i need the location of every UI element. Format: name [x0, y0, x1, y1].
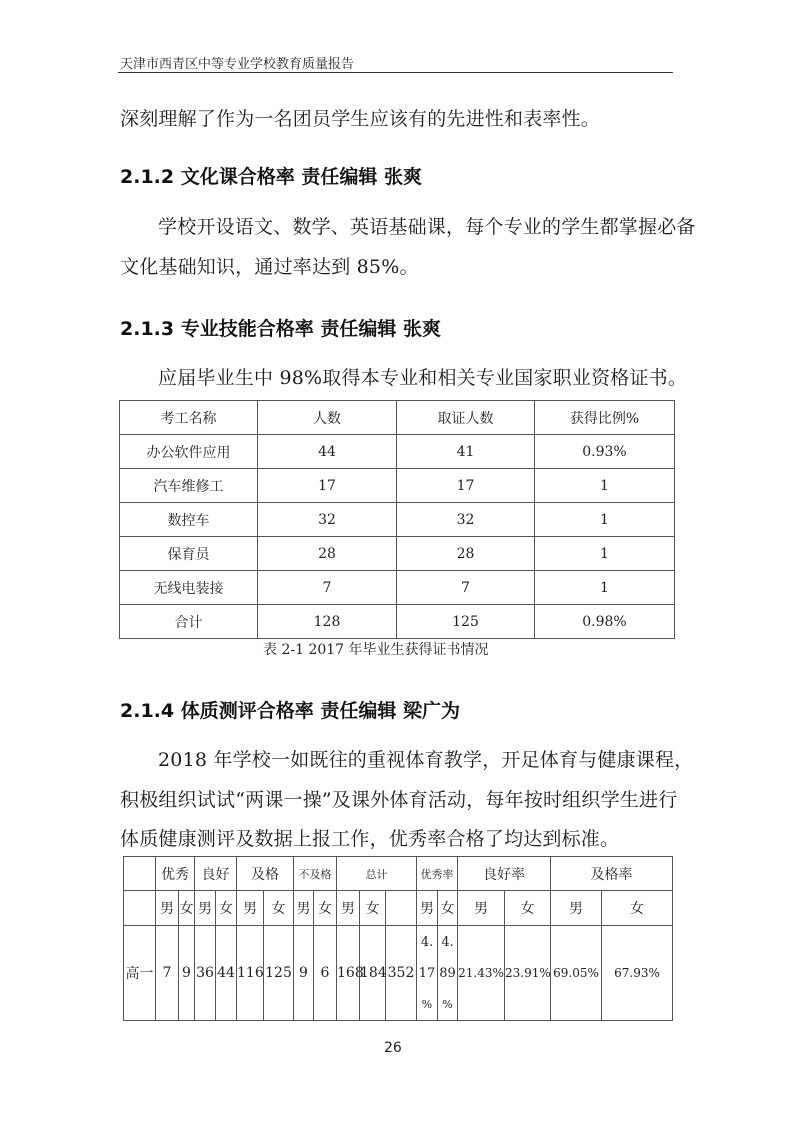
- table-row: [120, 571, 675, 605]
- empty-cell: [386, 891, 417, 926]
- cell: 数控车: [120, 503, 258, 537]
- row-label: 高一: [124, 926, 156, 1021]
- cell: 1: [535, 503, 675, 537]
- cell: 办公软件应用: [120, 435, 258, 469]
- table-total-row: [120, 605, 675, 639]
- cell: 44: [216, 926, 237, 1021]
- group-header: 良好: [195, 857, 237, 891]
- fitness-table: [123, 856, 673, 1021]
- group-header: 优秀率: [417, 857, 458, 891]
- group-header: 总计: [337, 857, 417, 891]
- rate-part: 4.: [420, 934, 434, 950]
- cell: 128: [258, 605, 397, 639]
- intro-line: 深刻理解了作为一名团员学生应该有的先进性和表率性。: [120, 108, 601, 130]
- table-row: [120, 503, 675, 537]
- paragraph-2-1-2-line2: 文化基础知识，通过率达到 85%。: [120, 256, 419, 278]
- cell: 保育员: [120, 537, 258, 571]
- cell: 6: [314, 926, 337, 1021]
- cell: 17: [397, 469, 535, 503]
- cell: 184: [360, 926, 386, 1021]
- heading-2-1-4: 2.1.4 体质测评合格率 责任编辑 梁广为: [120, 700, 460, 722]
- female-header: 女: [602, 891, 673, 926]
- corner-cell: [124, 857, 156, 891]
- cell: 17: [258, 469, 397, 503]
- cell: 125: [264, 926, 294, 1021]
- group-header: 良好率: [458, 857, 551, 891]
- male-header: 男: [551, 891, 602, 926]
- cell: 9: [179, 926, 195, 1021]
- header-cell: 考工名称: [120, 401, 258, 435]
- pass-rate-male: 69.05%: [551, 926, 602, 1021]
- gender-header-row: [124, 891, 673, 926]
- paragraph-2-1-4-line3: 体质健康测评及数据上报工作，优秀率合格了均达到标准。: [120, 828, 620, 850]
- rate-part: %: [442, 997, 453, 1011]
- female-header: 女: [360, 891, 386, 926]
- header-cell: 获得比例%: [535, 401, 675, 435]
- male-header: 男: [417, 891, 438, 926]
- cell: 9: [294, 926, 314, 1021]
- cell: 0.93%: [535, 435, 675, 469]
- cell: 36: [195, 926, 216, 1021]
- table-row: [120, 469, 675, 503]
- male-header: 男: [458, 891, 505, 926]
- group-header: 及格: [237, 857, 294, 891]
- table-row: [120, 435, 675, 469]
- heading-2-1-3: 2.1.3 专业技能合格率 责任编辑 张爽: [120, 318, 441, 340]
- cell: 1: [535, 469, 675, 503]
- female-header: 女: [264, 891, 294, 926]
- rate-part: 4.: [441, 934, 454, 950]
- cell: 44: [258, 435, 397, 469]
- male-header: 男: [237, 891, 264, 926]
- pass-rate-female: 67.93%: [602, 926, 673, 1021]
- female-header: 女: [179, 891, 195, 926]
- group-header: 及格率: [551, 857, 673, 891]
- male-header: 男: [337, 891, 360, 926]
- cell: 0.98%: [535, 605, 675, 639]
- group-header: 不及格: [294, 857, 337, 891]
- male-header: 男: [195, 891, 216, 926]
- table-caption: 表 2-1 2017 年毕业生获得证书情况: [263, 642, 489, 658]
- empty-cell: [124, 891, 156, 926]
- cell: 116: [237, 926, 264, 1021]
- cell: 125: [397, 605, 535, 639]
- cell: 41: [397, 435, 535, 469]
- excellent-rate-female: [438, 926, 458, 1021]
- cell: 28: [397, 537, 535, 571]
- page-number: 26: [384, 1040, 402, 1056]
- excellent-rate-male: [417, 926, 438, 1021]
- rate-part: 89: [439, 965, 456, 981]
- header-rule: [118, 72, 673, 73]
- heading-2-1-2: 2.1.2 文化课合格率 责任编辑 张爽: [120, 166, 422, 188]
- paragraph-2-1-4-line2: 积极组织试试“两课一操”及课外体育活动，每年按时组织学生进行: [120, 789, 678, 811]
- cell: 无线电装接: [120, 571, 258, 605]
- good-rate-female: 23.91%: [505, 926, 551, 1021]
- cell: 1: [535, 571, 675, 605]
- cell: 7: [156, 926, 179, 1021]
- cell: 32: [397, 503, 535, 537]
- female-header: 女: [314, 891, 337, 926]
- certificate-table: [119, 400, 675, 639]
- cell: 32: [258, 503, 397, 537]
- table-row: [120, 537, 675, 571]
- cell: 168: [337, 926, 360, 1021]
- table-row: [124, 926, 673, 1021]
- running-header: 天津市西青区中等专业学校教育质量报告: [120, 57, 355, 72]
- cell: 合计: [120, 605, 258, 639]
- female-header: 女: [505, 891, 551, 926]
- group-header: 优秀: [156, 857, 195, 891]
- female-header: 女: [216, 891, 237, 926]
- header-cell: 取证人数: [397, 401, 535, 435]
- rate-part: %: [421, 997, 433, 1011]
- female-header: 女: [438, 891, 458, 926]
- cell: 汽车维修工: [120, 469, 258, 503]
- rate-part: 17: [418, 965, 436, 981]
- cell: 352: [386, 926, 417, 1021]
- good-rate-male: 21.43%: [458, 926, 505, 1021]
- cell: 7: [258, 571, 397, 605]
- paragraph-2-1-2-line1: 学校开设语文、数学、英语基础课，每个专业的学生都掌握必备: [158, 216, 696, 238]
- male-header: 男: [294, 891, 314, 926]
- header-cell: 人数: [258, 401, 397, 435]
- table-header-row: [120, 401, 675, 435]
- paragraph-2-1-3: 应届毕业生中 98%取得本专业和相关专业国家职业资格证书。: [158, 367, 688, 389]
- group-header-row: [124, 857, 673, 891]
- cell: 1: [535, 537, 675, 571]
- cell: 7: [397, 571, 535, 605]
- male-header: 男: [156, 891, 179, 926]
- paragraph-2-1-4-line1: 2018 年学校一如既往的重视体育教学，开足体育与健康课程，: [158, 749, 694, 771]
- cell: 28: [258, 537, 397, 571]
